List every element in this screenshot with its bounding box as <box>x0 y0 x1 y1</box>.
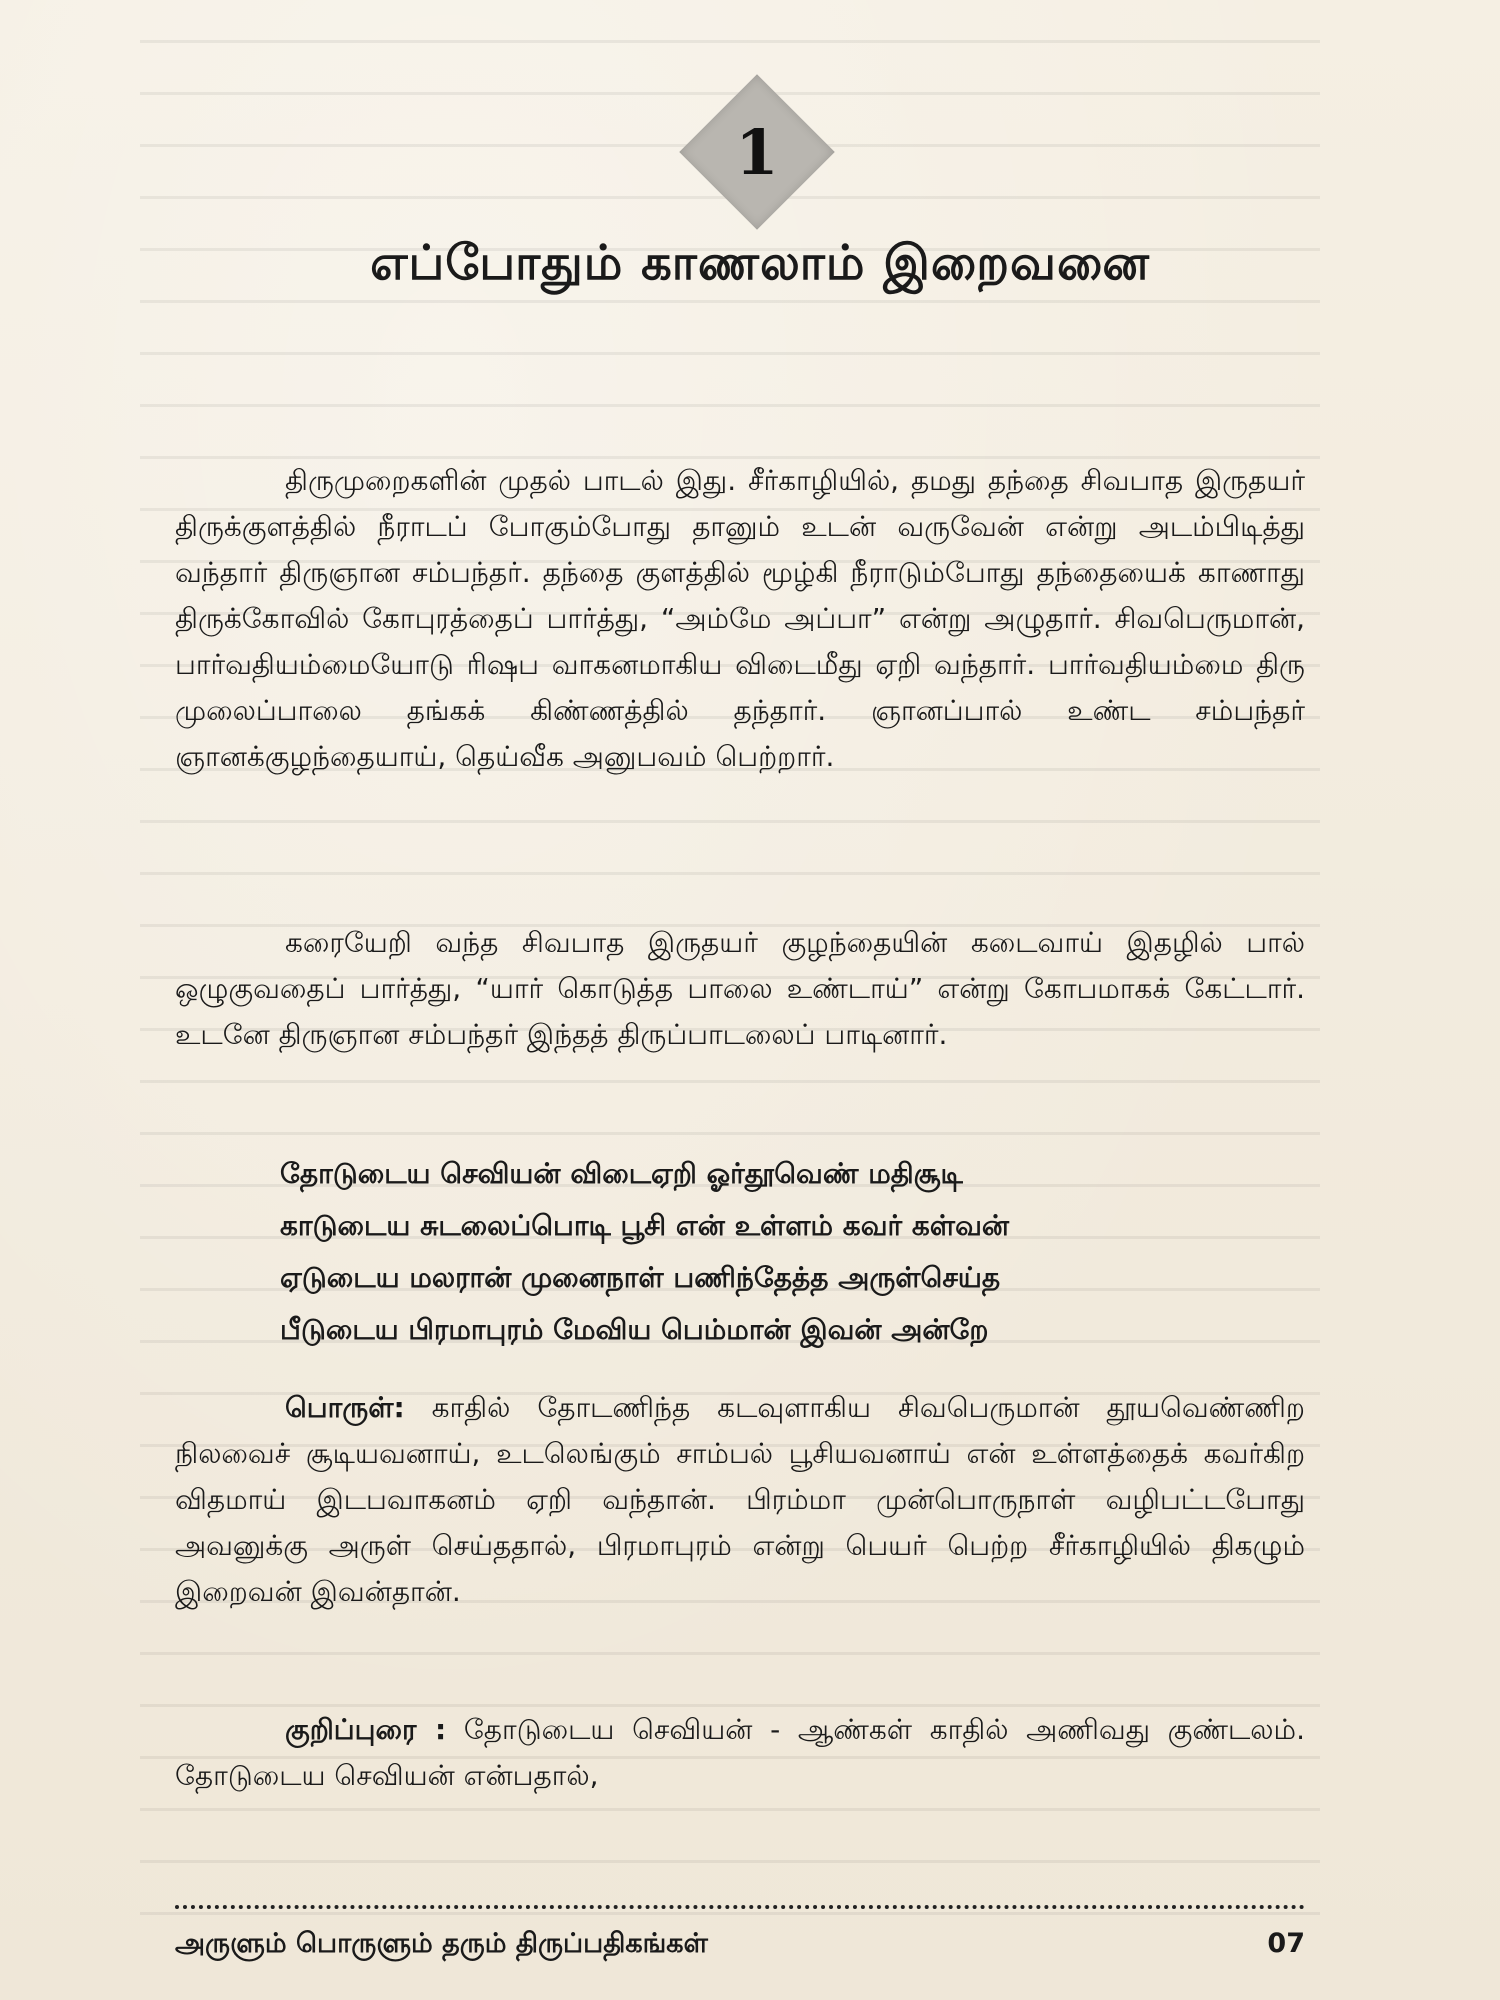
footer-book-title: அருளும் பொருளும் தரும் திருப்பதிகங்கள் <box>175 1928 708 1959</box>
verse-line: காடுடைய சுடலைப்பொடி பூசி என் உள்ளம் கவர் கள்வன் <box>280 1209 1010 1242</box>
verse-block <box>280 1148 1280 1356</box>
paragraph-intro: திருமுறைகளின் முதல் பாடல் இது. சீர்காழியில், தமது தந்தை சிவபாத இருதயர் திருக்குளத்தில் நீராடப் போகும்போது தானும் உடன் வருவேன் என்று அடம்பிடித்து வந்தார் திருஞான சம்பந்தர். தந்தை குளத்தில் மூழ்கி நீராடும்போது தந்தையைக் காணாது திருக்கோவில் கோபுரத்தைப் பார்த்து, “அம்மே அப்பா” என்று அழுதார். சிவபெருமான், பார்வதியம்மையோடு ரிஷப வாகனமாகிய விடைமீது ஏறி வந்தார். பார்வதியம்மை திரு முலைப்பாலை தங்கக் கிண்ணத்தில் தந்தார். ஞானப்பால் உண்ட சம்பந்தர் ஞானக்குழந்தையாய், தெய்வீக அனுபவம் பெற்றார். <box>175 464 1305 773</box>
verse-line: பீடுடைய பிரமாபுரம் மேவிய பெம்மான் இவன் அன்றே <box>280 1313 989 1346</box>
meaning-text: காதில் தோடணிந்த கடவுளாகிய சிவபெருமான் தூயவெண்ணிற நிலவைச் சூடியவனாய், உடலெங்கும் சாம்பல் பூசியவனாய் என் உள்ளத்தைக் கவர்கிற விதமாய் இடபவாகனம் ஏறி வந்தான். பிரம்மா முன்பொருநாள் வழிபட்டபோது அவனுக்கு அருள் செய்ததால், பிரமாபுரம் என்று பெயர் பெற்ற சீர்காழியில் திகழும் இறைவன் இவன்தான். <box>175 1391 1305 1608</box>
verse-line: தோடுடைய செவியன் விடைஏறி ஓர்தூவெண் மதிசூடி <box>280 1157 963 1190</box>
page-number: 07 <box>1267 1928 1305 1959</box>
paragraph-context: கரையேறி வந்த சிவபாத இருதயர் குழந்தையின் கடைவாய் இதழில் பால் ஒழுகுவதைப் பார்த்து, “யார் கொடுத்த பாலை உண்டாய்” என்று கோபமாகக் கேட்டார். உடனே திருஞான சம்பந்தர் இந்தத் திருப்பாடலைப் பாடினார். <box>175 926 1305 1051</box>
verse-line: ஏடுடைய மலரான் முனைநாள் பணிந்தேத்த அருள்செய்த <box>280 1261 1001 1294</box>
meaning-label: பொருள்: <box>285 1391 405 1424</box>
chapter-title: எப்போதும் காணலாம் இறைவனை <box>370 235 1150 291</box>
note-text: தோடுடைய செவியன் - ஆண்கள் காதில் அணிவது குண்டலம். தோடுடைய செவியன் என்பதால், <box>175 1713 1305 1792</box>
chapter-number: 1 <box>735 115 779 189</box>
note-label: குறிப்புரை : <box>285 1713 447 1746</box>
paragraph-meaning <box>175 1385 1305 1615</box>
footer-divider <box>175 1905 1305 1909</box>
paragraph-note <box>175 1707 1305 1799</box>
